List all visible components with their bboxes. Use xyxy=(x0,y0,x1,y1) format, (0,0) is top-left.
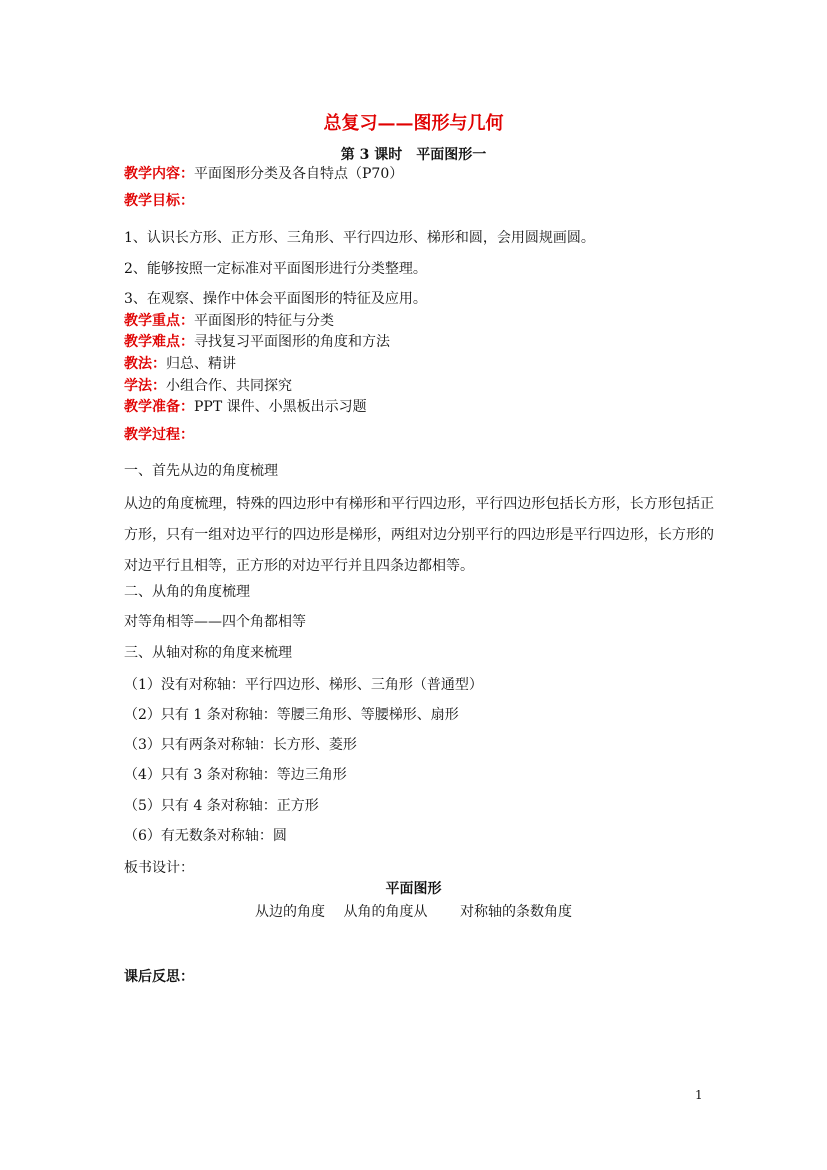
section-body: 对等角相等——四个角都相等 xyxy=(124,614,306,630)
goal-item: 1、认识长方形、正方形、三角形、平行四边形、梯形和圆，会用圆规画圆。 xyxy=(124,230,595,246)
symmetry-item: （3）只有两条对称轴：长方形、菱形 xyxy=(124,737,357,753)
teaching-difficulty-text: 寻找复习平面图形的角度和方法 xyxy=(194,334,390,350)
symmetry-item: （4）只有 3 条对称轴：等边三角形 xyxy=(124,767,347,783)
section-heading: 二、从角的角度梳理 xyxy=(124,584,250,600)
teaching-goals-heading xyxy=(124,192,194,210)
document-title: 总复习——图形与几何 xyxy=(323,113,504,134)
teaching-key-label: 教学重点： xyxy=(124,313,194,329)
symmetry-item: （5）只有 4 条对称轴：正方形 xyxy=(124,798,319,814)
page-number: 1 xyxy=(695,1088,703,1102)
teaching-key xyxy=(124,312,334,330)
teaching-content xyxy=(124,165,403,183)
learning-method xyxy=(124,377,292,395)
teaching-difficulty xyxy=(124,333,390,351)
lesson-subtitle: 第 3 课时 平面图形一 xyxy=(340,147,487,163)
symmetry-item: （2）只有 1 条对称轴：等腰三角形、等腰梯形、扇形 xyxy=(124,707,459,723)
teaching-goals-label: 教学目标： xyxy=(124,193,194,209)
teaching-process-heading xyxy=(124,426,194,444)
teaching-process-label: 教学过程： xyxy=(124,427,194,443)
reflection-label: 课后反思： xyxy=(124,969,194,985)
teaching-difficulty-label: 教学难点： xyxy=(124,334,194,350)
teaching-method xyxy=(124,355,236,373)
section-body: 从边的角度梳理，特殊的四边形中有梯形和平行四边形，平行四边形包括长方形，长方形包括正方形，只有一组对边平行的四边形是梯形，两组对边分别平行的四边形是平行四边形，长方形的对边平行且相等，正方形的对边平行并且四条边都相等。 xyxy=(124,496,714,574)
board-line: 从边的角度 从角的角度从 对称轴的条数角度 xyxy=(255,904,572,920)
goal-item: 2、能够按照一定标准对平面图形进行分类整理。 xyxy=(124,261,427,277)
section-heading: 一、首先从边的角度梳理 xyxy=(124,463,278,479)
teaching-method-label: 教法： xyxy=(124,356,166,372)
board-design-label: 板书设计： xyxy=(124,860,194,876)
symmetry-item: （6）有无数条对称轴：圆 xyxy=(124,828,287,844)
teaching-content-label: 教学内容： xyxy=(124,166,194,182)
section-heading: 三、从轴对称的角度来梳理 xyxy=(124,645,292,661)
teaching-preparation-label: 教学准备： xyxy=(124,399,194,415)
goal-item: 3、在观察、操作中体会平面图形的特征及应用。 xyxy=(124,291,427,307)
teaching-preparation-text: PPT 课件、小黑板出示习题 xyxy=(194,399,367,415)
learning-method-text: 小组合作、共同探究 xyxy=(166,378,292,394)
teaching-key-text: 平面图形的特征与分类 xyxy=(194,313,334,329)
teaching-content-text: 平面图形分类及各自特点（P70） xyxy=(194,166,404,182)
board-title: 平面图形 xyxy=(385,881,442,897)
teaching-method-text: 归总、精讲 xyxy=(166,356,236,372)
symmetry-item: （1）没有对称轴：平行四边形、梯形、三角形（普通型） xyxy=(124,677,483,693)
learning-method-label: 学法： xyxy=(124,378,166,394)
teaching-preparation xyxy=(124,398,367,416)
